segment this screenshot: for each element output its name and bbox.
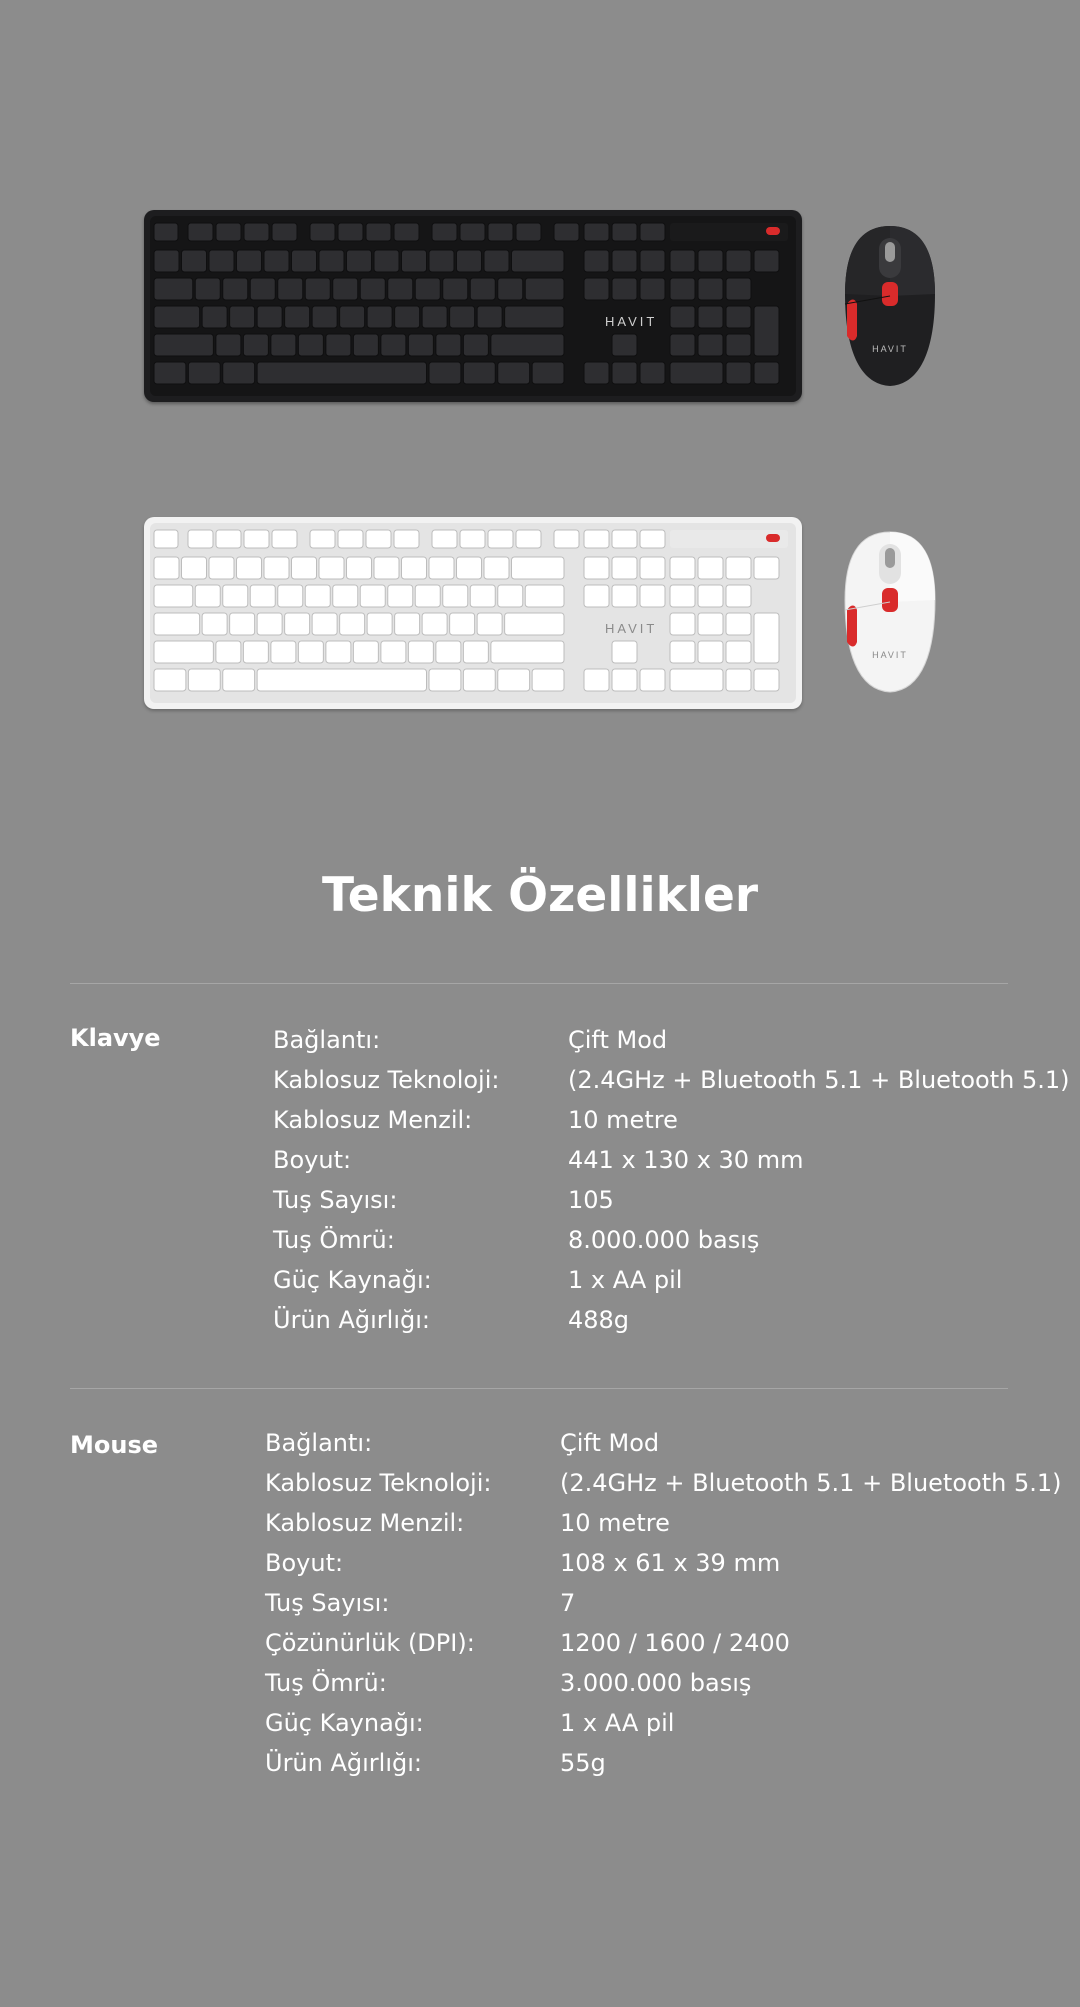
keyboard-spec-key: Kablosuz Menzil: — [273, 1106, 473, 1134]
keyboard-spec-value: 1 x AA pil — [568, 1266, 683, 1294]
mouse-spec-row — [0, 1668, 1000, 1708]
keyboard-spec-key: Ürün Ağırlığı: — [273, 1306, 430, 1334]
keyboard-spec-row — [0, 1065, 1070, 1105]
keyboard-spec-value: Çift Mod — [568, 1026, 668, 1054]
keyboard-spec-value: 8.000.000 basış — [568, 1226, 760, 1254]
mouse-spec-row — [0, 1548, 1000, 1588]
mouse-spec-key: Boyut: — [265, 1549, 344, 1577]
keyboard-spec-key: Tuş Sayısı: — [273, 1186, 398, 1214]
mouse-spec-key: Tuş Sayısı: — [265, 1589, 390, 1617]
mouse-white-brand: HAVIT — [872, 650, 908, 660]
mouse-spec-row — [0, 1708, 1000, 1748]
keyboard-white-brand: HAVIT — [605, 621, 658, 636]
keyboard-spec-key: Kablosuz Teknoloji: — [273, 1066, 500, 1094]
product-hero — [0, 0, 1080, 760]
divider-top — [70, 983, 1008, 984]
mouse-spec-key: Kablosuz Menzil: — [265, 1509, 465, 1537]
mouse-spec-value: 1200 / 1600 / 2400 — [560, 1629, 790, 1657]
mouse-spec-row — [0, 1468, 1062, 1508]
mouse-spec-row — [0, 1508, 1000, 1548]
keyboard-spec-key: Boyut: — [273, 1146, 352, 1174]
keyboard-spec-value: 488g — [568, 1306, 630, 1334]
divider-middle — [70, 1388, 1008, 1389]
mouse-spec-key: Çözünürlük (DPI): — [265, 1629, 475, 1657]
mouse-spec-key: Kablosuz Teknoloji: — [265, 1469, 492, 1497]
mouse-spec-value: Çift Mod — [560, 1429, 660, 1457]
mouse-spec-value: 7 — [560, 1589, 576, 1617]
mouse-spec-row — [0, 1628, 1000, 1668]
keyboard-section-label: Klavye — [70, 1024, 161, 1052]
keyboard-black-keys — [144, 210, 802, 402]
mouse-spec-value: 10 metre — [560, 1509, 670, 1537]
keyboard-spec-key: Bağlantı: — [273, 1026, 381, 1054]
mouse-spec-row — [0, 1588, 1000, 1628]
mouse-section-label: Mouse — [70, 1431, 159, 1459]
mouse-spec-value: (2.4GHz + Bluetooth 5.1 + Bluetooth 5.1) — [560, 1469, 1062, 1497]
mouse-spec-row — [0, 1428, 1000, 1468]
keyboard-spec-row — [0, 1265, 1000, 1305]
mouse-spec-value: 3.000.000 basış — [560, 1669, 752, 1697]
keyboard-white-keys — [144, 517, 802, 709]
keyboard-spec-key: Güç Kaynağı: — [273, 1266, 432, 1294]
keyboard-spec-row — [0, 1305, 1000, 1345]
mouse-spec-key: Güç Kaynağı: — [265, 1709, 424, 1737]
mouse-spec-key: Tuş Ömrü: — [265, 1669, 387, 1697]
mouse-black-brand: HAVIT — [872, 344, 908, 354]
keyboard-spec-value: 105 — [568, 1186, 614, 1214]
keyboard-black-image — [144, 210, 802, 402]
keyboard-black-brand: HAVIT — [605, 314, 658, 329]
keyboard-spec-row — [0, 1185, 1000, 1225]
page-title: Teknik Özellikler — [321, 868, 759, 923]
mouse-spec-row — [0, 1748, 1000, 1788]
keyboard-white-image — [144, 517, 802, 709]
keyboard-spec-row — [0, 1145, 1000, 1185]
keyboard-spec-value: 441 x 130 x 30 mm — [568, 1146, 804, 1174]
mouse-spec-key: Ürün Ağırlığı: — [265, 1749, 422, 1777]
keyboard-spec-value: (2.4GHz + Bluetooth 5.1 + Bluetooth 5.1) — [568, 1066, 1070, 1094]
mouse-spec-value: 55g — [560, 1749, 606, 1777]
keyboard-spec-key: Tuş Ömrü: — [273, 1226, 395, 1254]
mouse-spec-value: 1 x AA pil — [560, 1709, 675, 1737]
mouse-black-image — [843, 224, 937, 388]
mouse-spec-value: 108 x 61 x 39 mm — [560, 1549, 781, 1577]
mouse-spec-key: Bağlantı: — [265, 1429, 373, 1457]
keyboard-spec-row — [0, 1025, 1000, 1065]
keyboard-spec-row — [0, 1225, 1000, 1265]
keyboard-spec-row — [0, 1105, 1000, 1145]
mouse-white-image — [843, 530, 937, 694]
keyboard-spec-value: 10 metre — [568, 1106, 678, 1134]
